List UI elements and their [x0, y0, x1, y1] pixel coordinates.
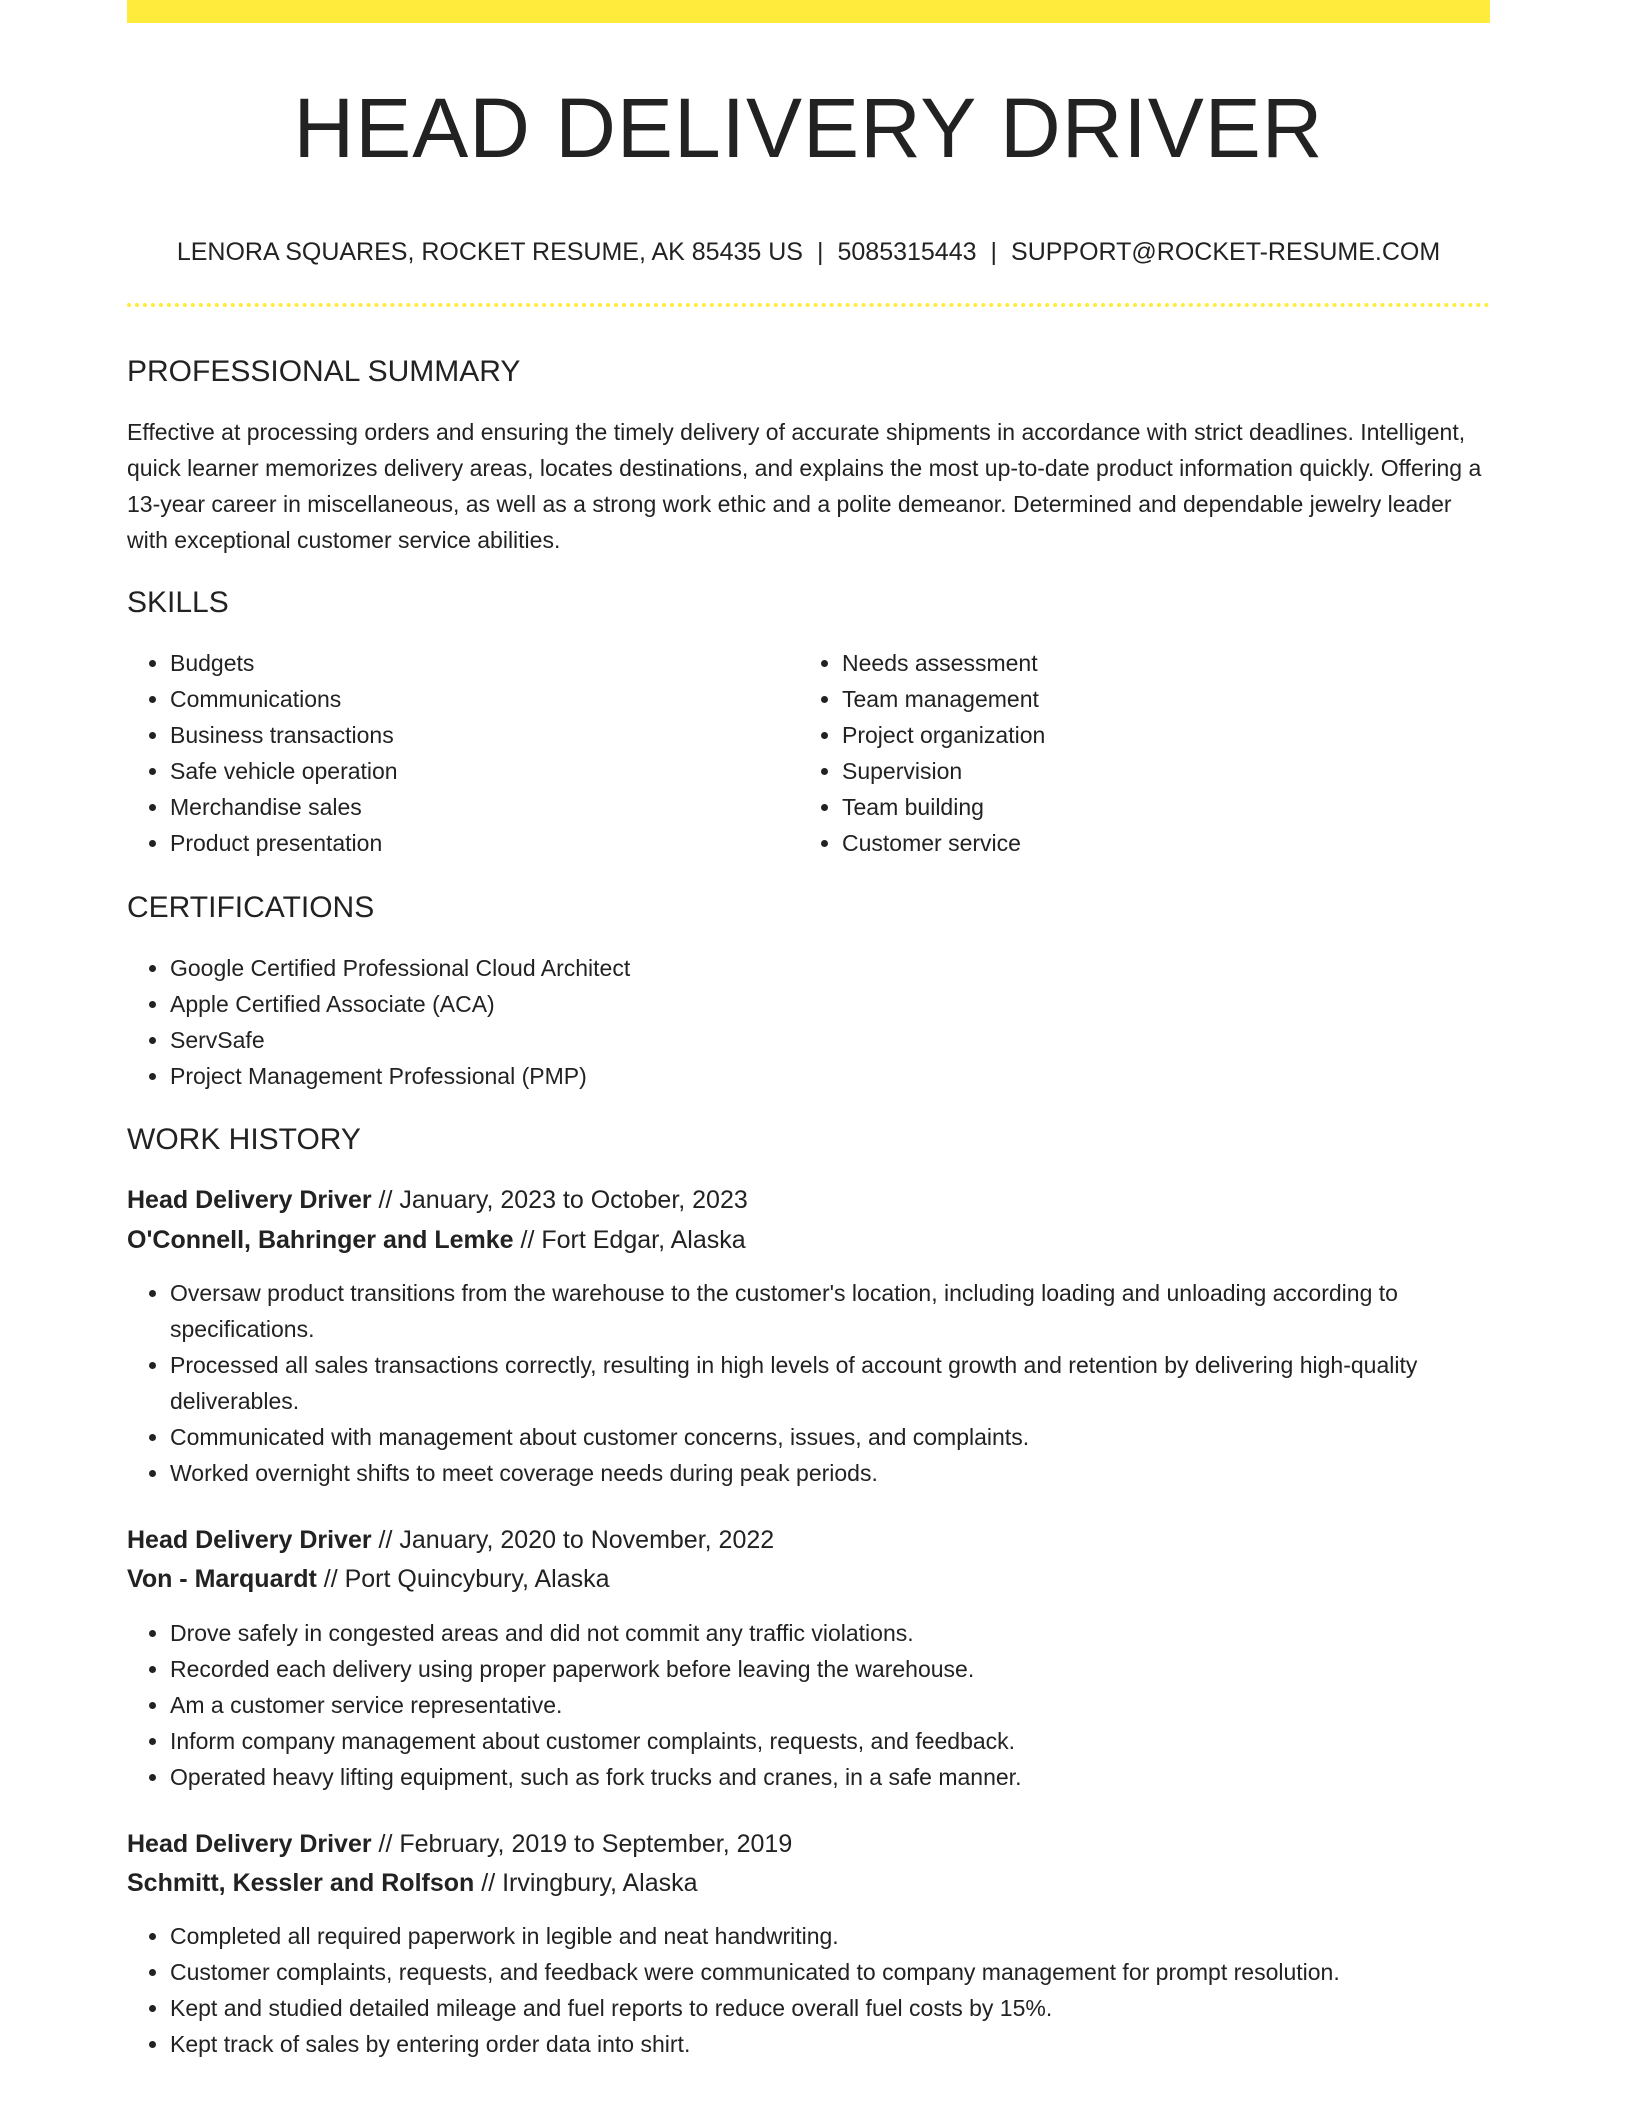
list-item: • Customer complaints, requests, and feedback were communicated to company management for prompt resolution.: [170, 1954, 1533, 1990]
job-location: // Port Quincybury, Alaska: [316, 1565, 610, 1593]
list-item: • Customer service: [842, 825, 1482, 861]
list-item: • Google Certified Professional Cloud Architect: [170, 950, 1470, 986]
list-item: • ServSafe: [170, 1022, 1470, 1058]
list-item: • Safe vehicle operation: [170, 753, 790, 789]
list-item: • Communications: [170, 681, 790, 717]
contact-phone[interactable]: 5085315443: [837, 238, 977, 266]
list-item: • Supervision: [842, 753, 1482, 789]
job-company: Von - Marquardt: [127, 1565, 317, 1593]
job-company-line: [127, 1561, 610, 1597]
list-item: • Recorded each delivery using proper paperwork before leaving the warehouse.: [170, 1651, 1533, 1687]
job-title: Head Delivery Driver: [127, 1186, 372, 1214]
skills-list-left: [127, 645, 790, 861]
job-location: // Irvingbury, Alaska: [474, 1869, 698, 1897]
list-item: • Kept track of sales by entering order data into shirt.: [170, 2026, 1533, 2062]
list-item: • Worked overnight shifts to meet coverage needs during peak periods.: [170, 1455, 1533, 1491]
job-title-line: [127, 1182, 748, 1218]
contact-separator: |: [990, 238, 998, 266]
job-company-line: [127, 1865, 698, 1901]
list-item: • Am a customer service representative.: [170, 1687, 1533, 1723]
job-company: O'Connell, Bahringer and Lemke: [127, 1226, 514, 1254]
list-item: • Team management: [842, 681, 1482, 717]
list-item: • Team building: [842, 789, 1482, 825]
job-title-line: [127, 1522, 774, 1558]
section-heading-work-history: WORK HISTORY: [127, 1123, 361, 1156]
contact-separator: |: [816, 238, 824, 266]
job-dates: // January, 2020 to November, 2022: [371, 1526, 775, 1554]
list-item: • Project Management Professional (PMP): [170, 1058, 1470, 1094]
skills-list-right: [799, 645, 1482, 861]
job-dates: // January, 2023 to October, 2023: [371, 1186, 748, 1214]
list-item: • Budgets: [170, 645, 790, 681]
job-bullets: [127, 1918, 1533, 2062]
list-item: • Project organization: [842, 717, 1482, 753]
list-item: • Oversaw product transitions from the warehouse to the customer's location, including loading and unloading according to specifications.: [170, 1275, 1533, 1347]
list-item: • Communicated with management about customer concerns, issues, and complaints.: [170, 1419, 1533, 1455]
summary-text: Effective at processing orders and ensuring the timely delivery of accurate shipments in accordance with strict deadlines. Intelligent, quick learner memorizes delivery areas, locates destinations, and explains the most up-to-date product information quickly. Offering a 13-year career in miscellaneous, as well as a strong work ethic and a polite demeanor. Determined and dependable jewelry leader with exceptional customer service abilities.: [127, 419, 1482, 553]
list-item: • Business transactions: [170, 717, 790, 753]
list-item: • Drove safely in congested areas and did not commit any traffic violations.: [170, 1615, 1533, 1651]
job-bullets: [127, 1275, 1533, 1491]
list-item: • Inform company management about customer complaints, requests, and feedback.: [170, 1723, 1533, 1759]
resume-title: HEAD DELIVERY DRIVER: [293, 81, 1324, 175]
job-dates: // February, 2019 to September, 2019: [371, 1830, 793, 1858]
list-item: • Needs assessment: [842, 645, 1482, 681]
contact-address: LENORA SQUARES, ROCKET RESUME, AK 85435 US: [176, 238, 803, 266]
resume-page: [127, 0, 1490, 2112]
list-item: • Operated heavy lifting equipment, such as fork trucks and cranes, in a safe manner.: [170, 1759, 1533, 1795]
job-company-line: [127, 1222, 746, 1258]
section-heading-skills: SKILLS: [127, 586, 229, 619]
top-accent-bar: [127, 0, 1490, 23]
section-heading-certifications: CERTIFICATIONS: [127, 891, 375, 924]
job-company: Schmitt, Kessler and Rolfson: [127, 1869, 475, 1897]
list-item: • Merchandise sales: [170, 789, 790, 825]
job-title: Head Delivery Driver: [127, 1830, 372, 1858]
list-item: • Kept and studied detailed mileage and fuel reports to reduce overall fuel costs by 15%.: [170, 1990, 1533, 2026]
contact-line: [127, 234, 1490, 270]
job-title: Head Delivery Driver: [127, 1526, 372, 1554]
list-item: • Processed all sales transactions correctly, resulting in high levels of account growth and retention by delivering high-quality deliverables.: [170, 1347, 1533, 1419]
job-location: // Fort Edgar, Alaska: [513, 1226, 746, 1254]
section-heading-summary: PROFESSIONAL SUMMARY: [127, 355, 521, 388]
certifications-list: [127, 950, 1470, 1094]
list-item: • Completed all required paperwork in legible and neat handwriting.: [170, 1918, 1533, 1954]
contact-email[interactable]: SUPPORT@ROCKET-RESUME.COM: [1011, 238, 1441, 266]
dotted-divider: [127, 303, 1490, 307]
list-item: • Product presentation: [170, 825, 790, 861]
job-title-line: [127, 1826, 792, 1862]
list-item: • Apple Certified Associate (ACA): [170, 986, 1470, 1022]
job-bullets: [127, 1615, 1533, 1795]
